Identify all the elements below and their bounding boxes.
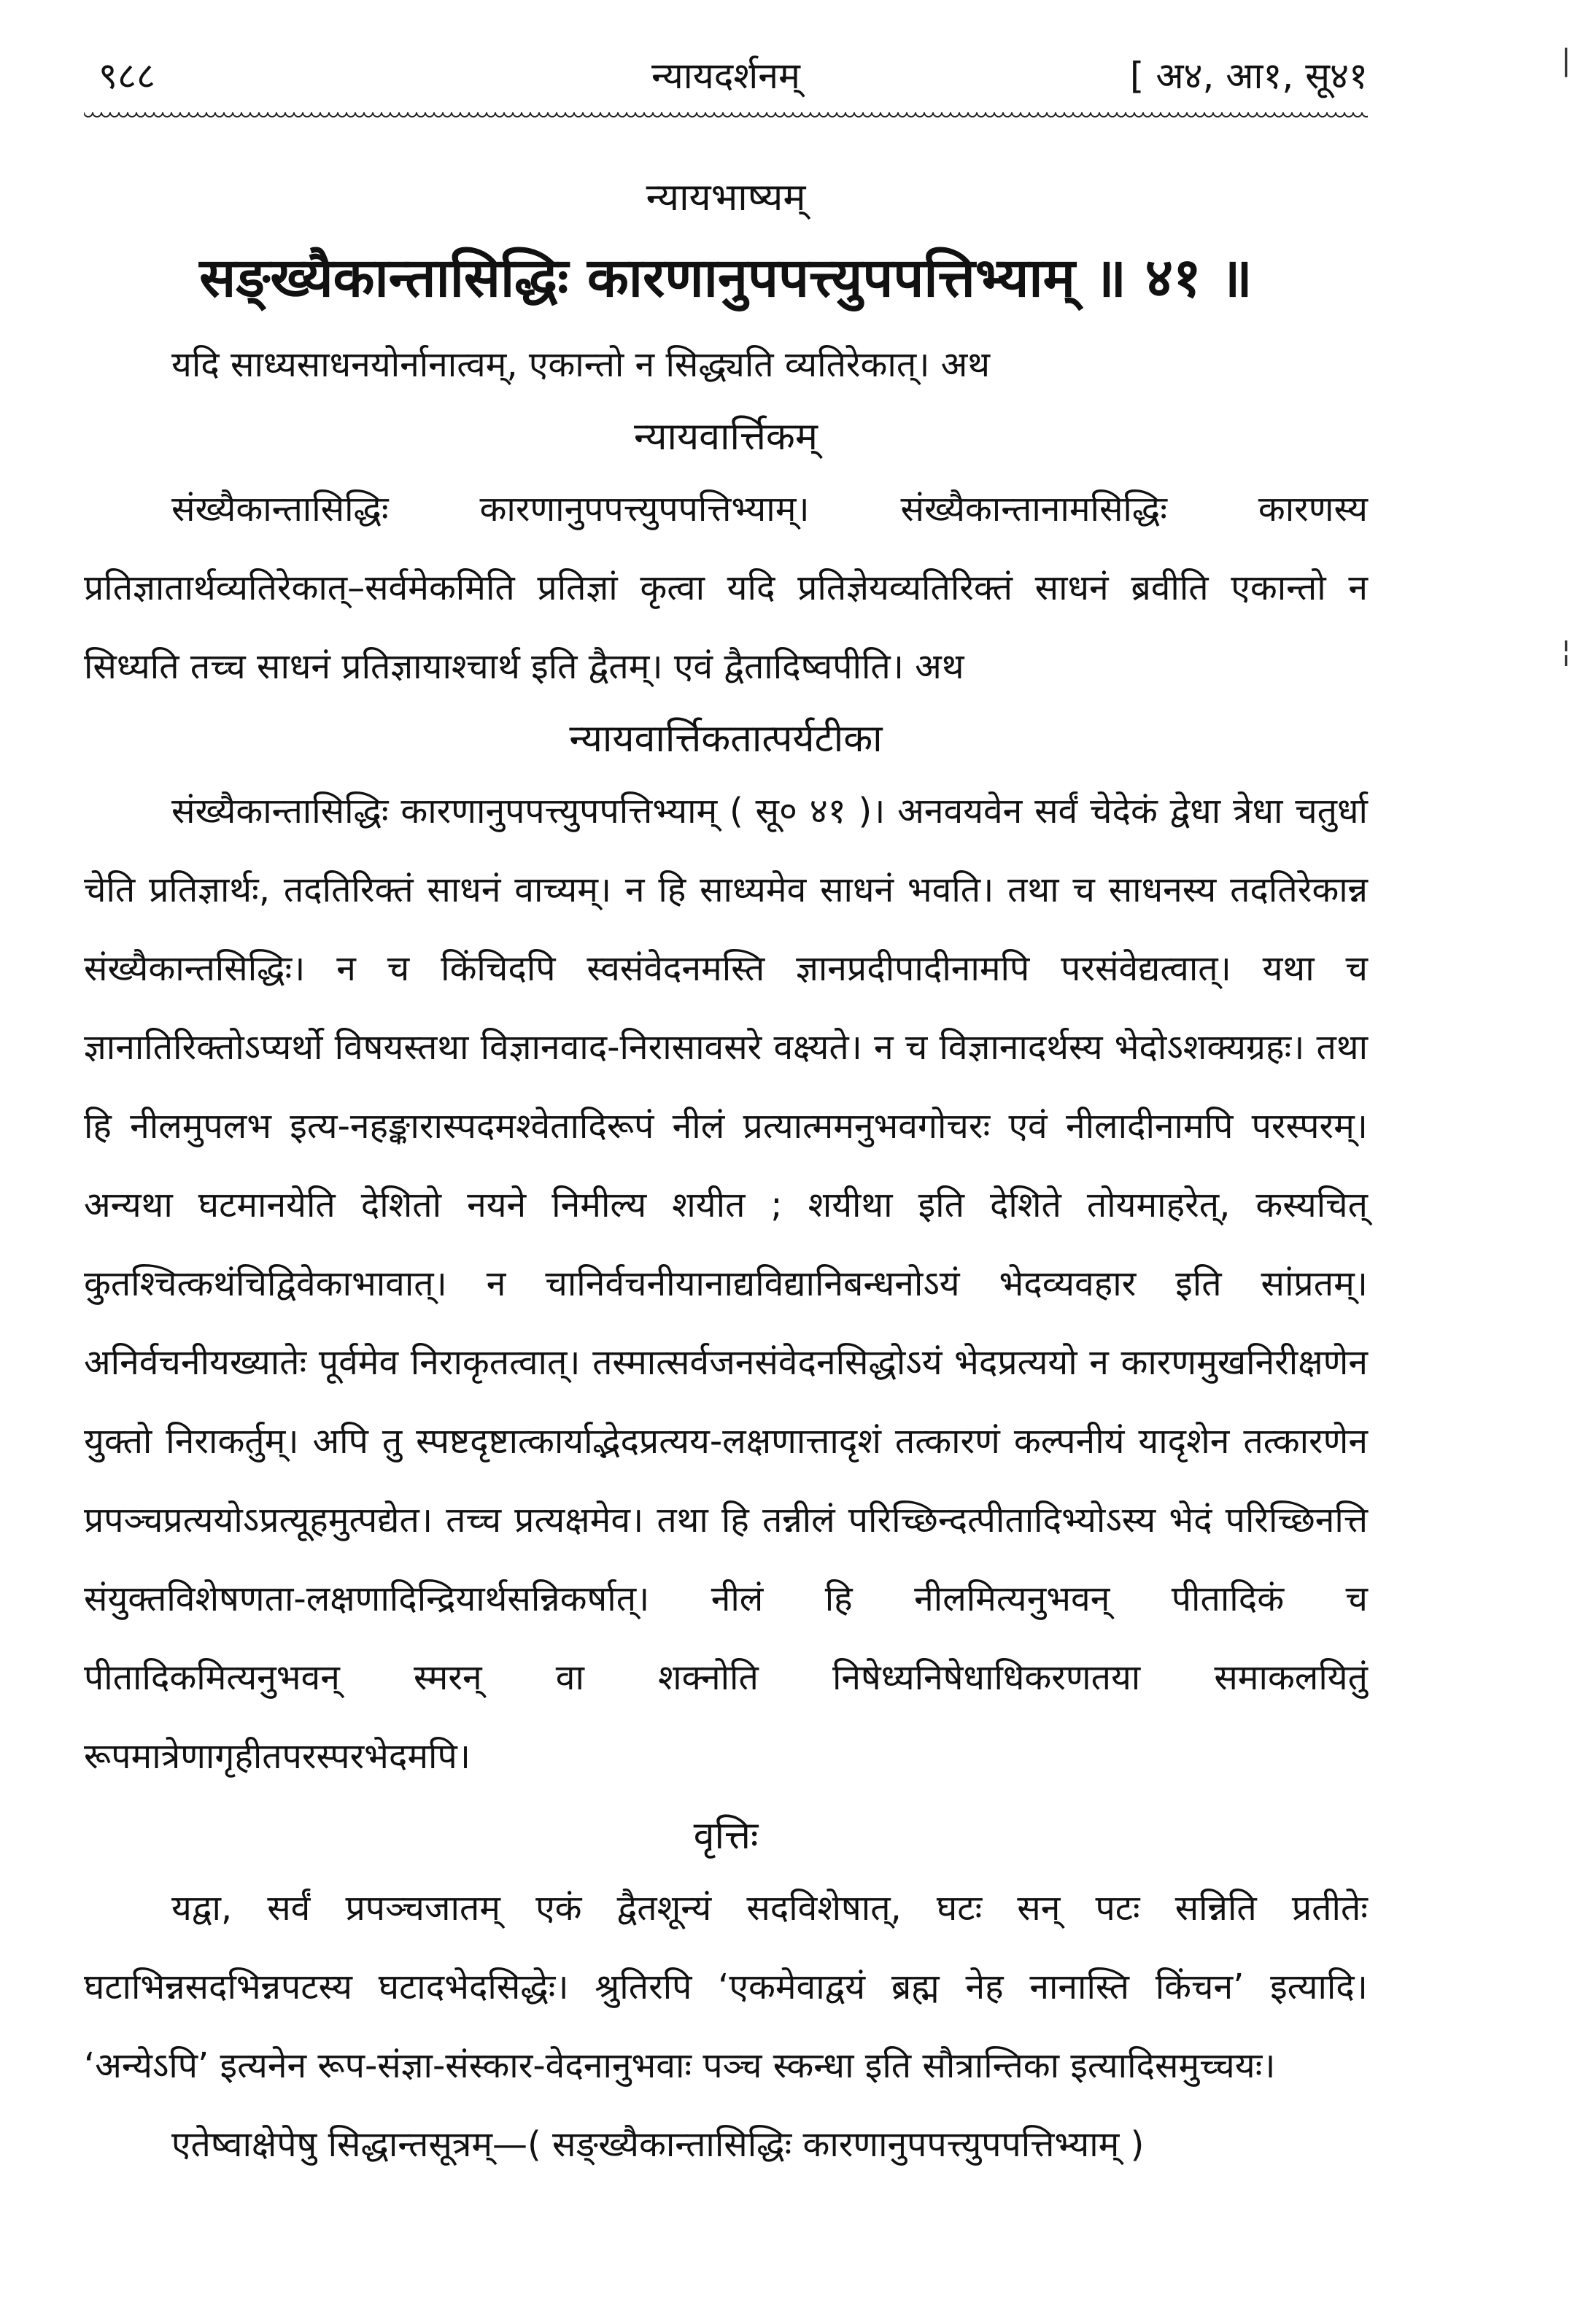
sutra-text: सङ्ख्यैकान्तासिद्धिः कारणानुपपत्त्युपपत्तिभ्याम् ॥ ४१ ॥ xyxy=(199,247,1253,309)
tika-paragraph: संख्यैकान्तासिद्धिः कारणानुपपत्त्युपपत्तिभ्याम् ( सू० ४१ )। अनवयवेन सर्वं चेदेकं द्वेधा त्रेधा चतुर्धा चेति प्रतिज्ञार्थः, तदतिरिक्तं साधनं वाच्यम्। न हि साध्यमेव साधनं भवति। तथा च साधनस्य तदतिरेकान्न संख्यैकान्तसिद्धिः। न च किंचिदपि स्वसंवेदनमस्ति ज्ञानप्रदीपादीनामपि परसंवेद्यत्वात्। यथा च ज्ञानातिरिक्तोऽप्यर्थो विषयस्तथा विज्ञानवाद-निरासावसरे वक्ष्यते। न च विज्ञानादर्थस्य भेदोऽशक्यग्रहः। तथा हि नीलमुपलभ इत्य-नहङ्कारास्पदमश्वेतादिरूपं नीलं प्रत्यात्ममनुभवगोचरः एवं नीलादीनामपि परस्परम्। अन्यथा घटमानयेति देशितो नयने निमील्य शयीत ; शयीथा इति देशिते तोयमाहरेत्, कस्यचित् कुतश्चित्कथंचिद्विवेकाभावात्। न चानिर्वचनीयानाद्यविद्यानिबन्धनोऽयं भेदव्यवहार इति सांप्रतम्। अनिर्वचनीयख्यातेः पूर्वमेव निराकृतत्वात्। तस्मात्सर्वजनसंवेदनसिद्धोऽयं भेदप्रत्ययो न कारणमुखनिरीक्षणेन युक्तो निराकर्तुम्। अपि तु स्पष्टदृष्टात्कार्याद्भेदप्रत्यय-लक्षणात्तादृशं तत्कारणं कल्पनीयं यादृशेन तत्कारणेन प्रपञ्चप्रत्ययोऽप्रत्यूहमुत्पद्येत। तच्च प्रत्यक्षमेव। तथा हि तन्नीलं परिच्छिन्दत्पीतादिभ्योऽस्य भेदं परिच्छिनत्ति संयुक्तविशेषणता-लक्षणादिन्द्रियार्थसन्निकर्षात्। नीलं हि नीलमित्यनुभवन् पीतादिकं च पीतादिकमित्यनुभवन् स्मरन् वा शक्नोति निषेध्यनिषेधाधिकरणतया समाकलयितुं रूपमात्रेणागृहीतपरस्परभेदमपि। xyxy=(84,791,1368,1777)
scan-edge-mark: ¦ xyxy=(1561,635,1571,668)
vritti-paragraph: यद्वा, सर्वं प्रपञ्चजातम् एकं द्वैतशून्यं सदविशेषात्, घटः सन् पटः सन्निति प्रतीतेः घटाभिन्नसदभिन्नपटस्य घटादभेदसिद्धेः। श्रुतिरपि ‘एकमेवाद्वयं ब्रह्म नेह नानास्ति किंचन’ इत्यादि। ‘अन्येऽपि’ इत्यनेन रूप-संज्ञा-संस्कार-वेदनानुभवाः पञ्च स्कन्धा इति सौत्रान्तिका इत्यादिसमुच्चयः। xyxy=(84,1888,1368,2086)
scan-edge-mark: | xyxy=(1561,44,1571,77)
running-head xyxy=(84,36,1368,109)
tika-heading: न्यायवार्त्तिकतात्पर्यटीका xyxy=(569,717,883,761)
chapter-reference: [ अ४, आ१, सू४१ xyxy=(1129,55,1368,97)
siddhanta-sutra-line: एतेष्वाक्षेपेषु सिद्धान्तसूत्रम्—( सङ्ख्यैकान्तासिद्धिः कारणानुपपत्त्युपपत्तिभ्याम् ) xyxy=(171,2124,1145,2165)
bhashya-heading: न्यायभाष्यम् xyxy=(646,176,806,220)
bhashya-paragraph: यदि साध्यसाधनयोर्नानात्वम्, एकान्तो न सिद्ध्यति व्यतिरेकात्। अथ xyxy=(171,344,991,385)
wavy-divider xyxy=(84,112,1368,121)
vartika-heading: न्यायवार्त्तिकम् xyxy=(634,415,818,459)
vartika-paragraph: संख्यैकान्तासिद्धिः कारणानुपपत्त्युपपत्तिभ्याम्। संख्यैकान्तानामसिद्धिः कारणस्य प्रतिज्ञातार्थव्यतिरेकात्–सर्वमेकमिति प्रतिज्ञां कृत्वा यदि प्रतिज्ञेयव्यतिरिक्तं साधनं ब्रवीति एकान्तो न सिध्यति तच्च साधनं प्रतिज्ञायाश्चार्थ इति द्वैतम्। एवं द्वैतादिष्वपीति। अथ xyxy=(84,489,1368,687)
page xyxy=(84,36,1368,2184)
running-title: न्यायदर्शनम् xyxy=(651,55,800,97)
vritti-heading: वृत्तिः xyxy=(693,1814,759,1858)
page-number: ९८८ xyxy=(98,55,155,97)
